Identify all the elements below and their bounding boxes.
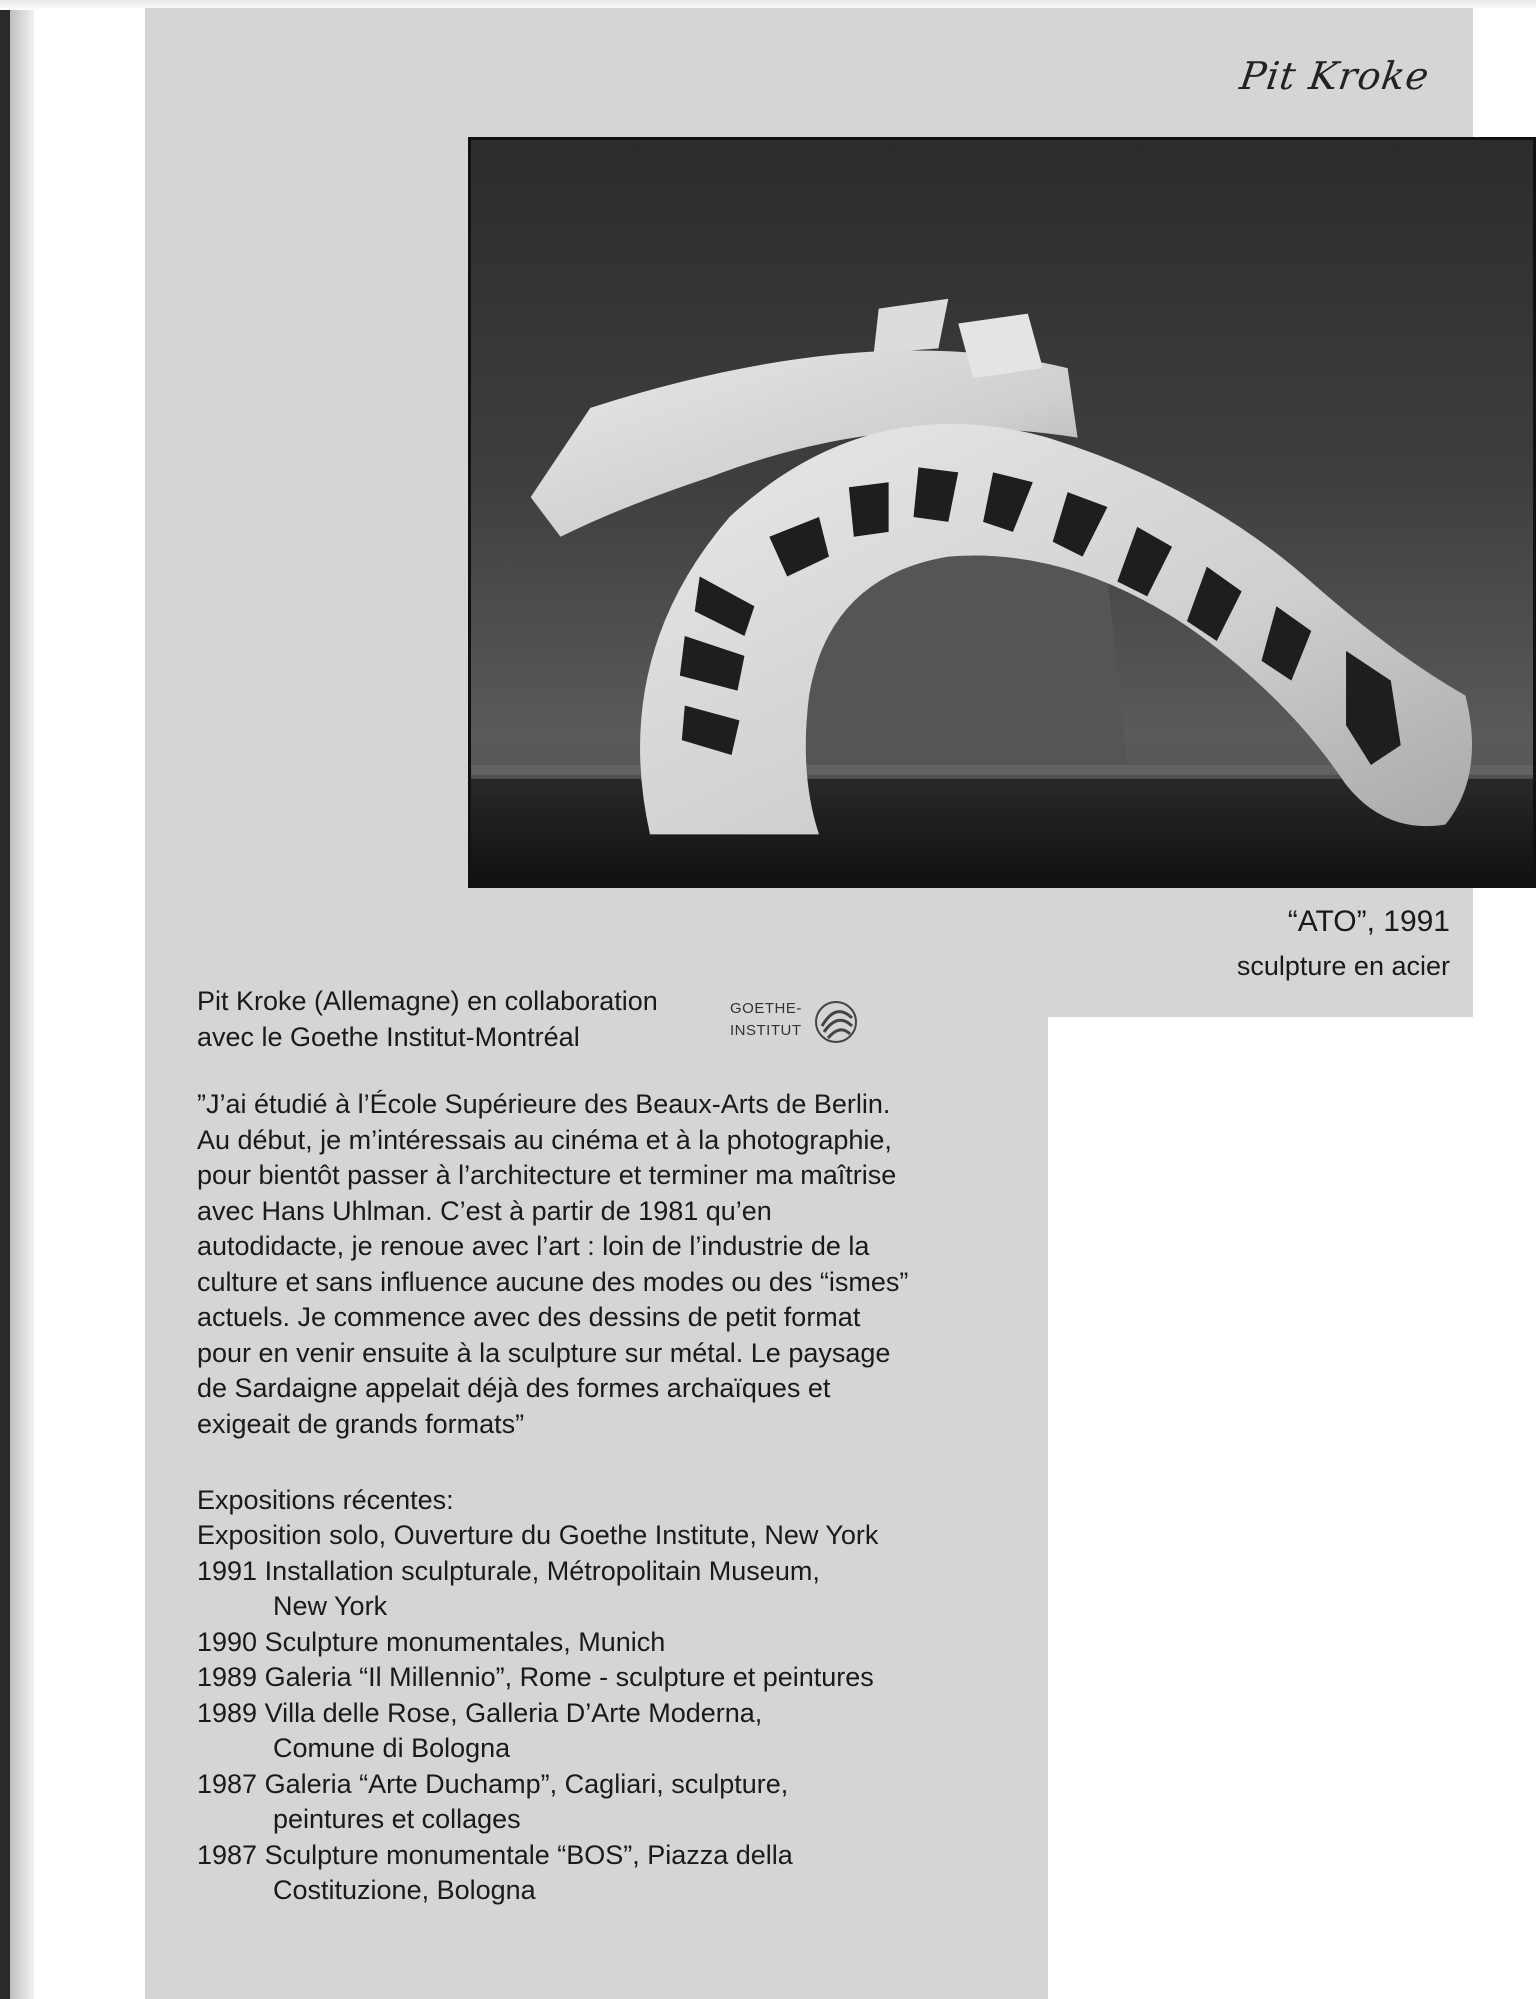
goethe-institut-logo: [730, 994, 880, 1050]
quote-line: actuels. Je commence avec des dessins de petit format: [197, 1302, 861, 1332]
exhibitions-list: [197, 1518, 1037, 1909]
exhibition-item: [197, 1625, 1037, 1661]
quote-line: avec Hans Uhlman. C’est à partir de 1981 qu’en: [197, 1195, 772, 1226]
exhibition-item: [197, 1696, 1037, 1767]
exhibition-text: 1989 Villa delle Rose, Galleria D’Arte Moderna,: [197, 1697, 763, 1728]
intro-line: avec le Goethe Institut-Montréal: [197, 1022, 580, 1052]
exhibition-continuation: Costituzione, Bologna: [273, 1875, 536, 1905]
exhibition-item: [197, 1660, 1037, 1696]
intro-line: Pit Kroke (Allemagne) en collaboration: [197, 986, 658, 1016]
logo-text: GOETHE-: [730, 1000, 802, 1017]
intro-text: [197, 983, 737, 1055]
quote-line: pour bientôt passer à l’architecture et terminer ma maîtrise: [197, 1160, 897, 1190]
artist-quote: [197, 1087, 1017, 1442]
exhibition-text: 1987 Galeria “Arte Duchamp”, Cagliari, sculpture,: [197, 1768, 789, 1799]
quote-line: autodidacte, je renoue avec l’art : loin de l’industrie de la: [197, 1231, 870, 1261]
exhibition-continuation: peintures et collages: [273, 1804, 521, 1834]
quote-line: exigeait de grands formats”: [197, 1408, 525, 1439]
sculpture-photo-illustration: [471, 140, 1533, 885]
logo-text: INSTITUT: [730, 1022, 802, 1039]
goethe-swirl-icon: [812, 998, 860, 1046]
photo-caption-title: “ATO”, 1991: [1287, 905, 1450, 938]
exhibition-continuation: Comune di Bologna: [273, 1733, 511, 1763]
quote-line: culture et sans influence aucune des modes ou des “ismes”: [197, 1266, 909, 1297]
quote-line: Au début, je m’intéressais au cinéma et à la photographie,: [197, 1124, 892, 1155]
exhibition-item: [197, 1554, 1037, 1625]
exhibition-item: [197, 1518, 1037, 1554]
exhibition-text: 1987 Sculpture monumentale “BOS”, Piazza della: [197, 1839, 793, 1870]
exhibition-item: [197, 1838, 1037, 1909]
exhibition-item: [197, 1767, 1037, 1838]
quote-line: de Sardaigne appelait déjà des formes archaïques et: [197, 1373, 831, 1403]
exhibition-text: 1991 Installation sculpturale, Métropolitain Museum,: [197, 1555, 820, 1586]
exhibition-text: 1989 Galeria “Il Millennio”, Rome - sculpture et peintures: [197, 1662, 874, 1692]
photo-caption-subtitle: sculpture en acier: [1236, 951, 1450, 981]
exhibition-continuation: New York: [273, 1591, 388, 1621]
quote-line: ”J’ai étudié à l’École Supérieure des Beaux-Arts de Berlin.: [197, 1089, 891, 1119]
page-binding-edge: [0, 0, 34, 1999]
exhibition-text: Exposition solo, Ouverture du Goethe Institute, New York: [197, 1520, 879, 1550]
exhibition-text: 1990 Sculpture monumentales, Munich: [197, 1626, 666, 1657]
exhibitions-heading: Expositions récentes:: [197, 1485, 454, 1515]
sculpture-photo: [468, 137, 1536, 888]
artist-signature: Pit Kroke: [1237, 54, 1433, 98]
quote-line: pour en venir ensuite à la sculpture sur métal. Le paysage: [197, 1337, 891, 1368]
